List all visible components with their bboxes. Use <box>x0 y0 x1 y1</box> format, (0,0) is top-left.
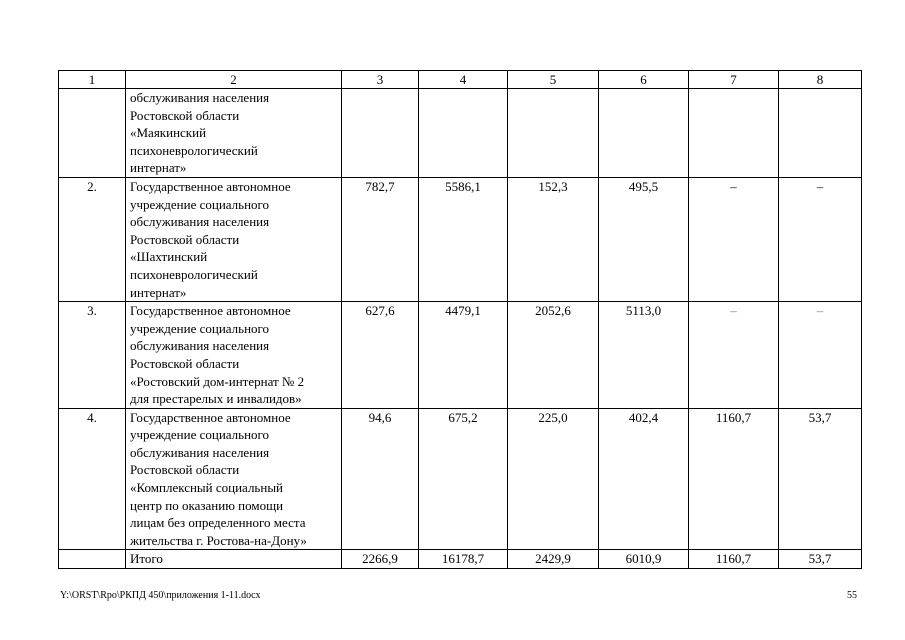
value-cell: 1160,7 <box>689 408 779 550</box>
name-line: Ростовской области <box>130 462 240 478</box>
name-line: учреждение социального <box>130 427 270 443</box>
total-value: 2429,9 <box>508 550 599 569</box>
total-value: 6010,9 <box>599 550 689 569</box>
value-cell: 627,6 <box>342 302 419 409</box>
value-cell: – <box>779 302 862 409</box>
value-cell: 495,5 <box>599 177 689 301</box>
row-number: 2. <box>59 177 126 301</box>
value-cell: 4479,1 <box>419 302 508 409</box>
name-line: «Шахтинский <box>130 249 208 265</box>
name-line: «Комплексный социальный <box>130 480 284 496</box>
table-row <box>59 177 862 301</box>
header-cell: 5 <box>508 71 599 89</box>
header-cell: 7 <box>689 71 779 89</box>
name-line: для престарелых и инвалидов» <box>130 391 302 407</box>
value-cell <box>419 89 508 178</box>
value-cell <box>779 89 862 178</box>
table-total-row <box>59 550 862 569</box>
table-header-row <box>59 71 862 89</box>
name-line: Государственное автономное <box>130 409 291 425</box>
header-cell: 1 <box>59 71 126 89</box>
name-line: обслуживания населения <box>130 444 270 460</box>
total-label: Итого <box>126 550 342 569</box>
name-line: учреждение социального <box>130 196 270 212</box>
value-cell: – <box>779 177 862 301</box>
header-cell: 4 <box>419 71 508 89</box>
value-cell: 5586,1 <box>419 177 508 301</box>
data-table <box>58 70 862 569</box>
name-line: центр по оказанию помощи <box>130 497 284 513</box>
value-cell: 53,7 <box>779 408 862 550</box>
name-line: лицам без определенного места <box>130 515 306 531</box>
header-cell: 2 <box>126 71 342 89</box>
total-value: 2266,9 <box>342 550 419 569</box>
value-cell: 2052,6 <box>508 302 599 409</box>
name-line: интернат» <box>130 160 187 176</box>
name-line: обслуживания населения <box>130 90 270 105</box>
value-cell: 782,7 <box>342 177 419 301</box>
value-cell <box>508 89 599 178</box>
name-line: Ростовской области <box>130 355 240 371</box>
name-line: Государственное автономное <box>130 178 291 194</box>
header-cell: 6 <box>599 71 689 89</box>
header-cell: 8 <box>779 71 862 89</box>
institution-name <box>126 177 342 301</box>
table-row <box>59 408 862 550</box>
name-line: психоневрологический <box>130 266 258 282</box>
value-cell <box>599 89 689 178</box>
value-cell: 94,6 <box>342 408 419 550</box>
value-cell: 152,3 <box>508 177 599 301</box>
row-number: 4. <box>59 408 126 550</box>
institution-name <box>126 302 342 409</box>
name-line: Государственное автономное <box>130 303 291 319</box>
value-cell: 5113,0 <box>599 302 689 409</box>
value-cell: – <box>689 177 779 301</box>
name-line: интернат» <box>130 284 187 300</box>
name-line: жительства г. Ростова-на-Дону» <box>130 532 307 548</box>
value-cell <box>689 89 779 178</box>
name-line: «Ростовский дом-интернат № 2 <box>130 373 305 389</box>
institution-name <box>126 89 342 178</box>
table-row-continued <box>59 89 862 178</box>
row-number <box>59 89 126 178</box>
page-number: 55 <box>847 590 857 601</box>
name-line: обслуживания населения <box>130 338 270 354</box>
row-number: 3. <box>59 302 126 409</box>
value-cell <box>342 89 419 178</box>
value-cell: – <box>689 302 779 409</box>
footer-file-path: Y:\ORST\Rpo\РКПД 450\приложения 1-11.docx <box>60 590 261 601</box>
name-line: Ростовской области <box>130 231 240 247</box>
total-value: 53,7 <box>779 550 862 569</box>
value-cell: 675,2 <box>419 408 508 550</box>
value-cell: 225,0 <box>508 408 599 550</box>
total-value: 1160,7 <box>689 550 779 569</box>
name-line: Ростовской области <box>130 107 240 123</box>
name-line: психоневрологический <box>130 142 258 158</box>
header-cell: 3 <box>342 71 419 89</box>
table-row <box>59 302 862 409</box>
value-cell: 402,4 <box>599 408 689 550</box>
institution-name <box>126 408 342 550</box>
name-line: обслуживания населения <box>130 214 270 230</box>
row-number <box>59 550 126 569</box>
total-value: 16178,7 <box>419 550 508 569</box>
name-line: учреждение социального <box>130 320 270 336</box>
name-line: «Маякинский <box>130 125 207 141</box>
